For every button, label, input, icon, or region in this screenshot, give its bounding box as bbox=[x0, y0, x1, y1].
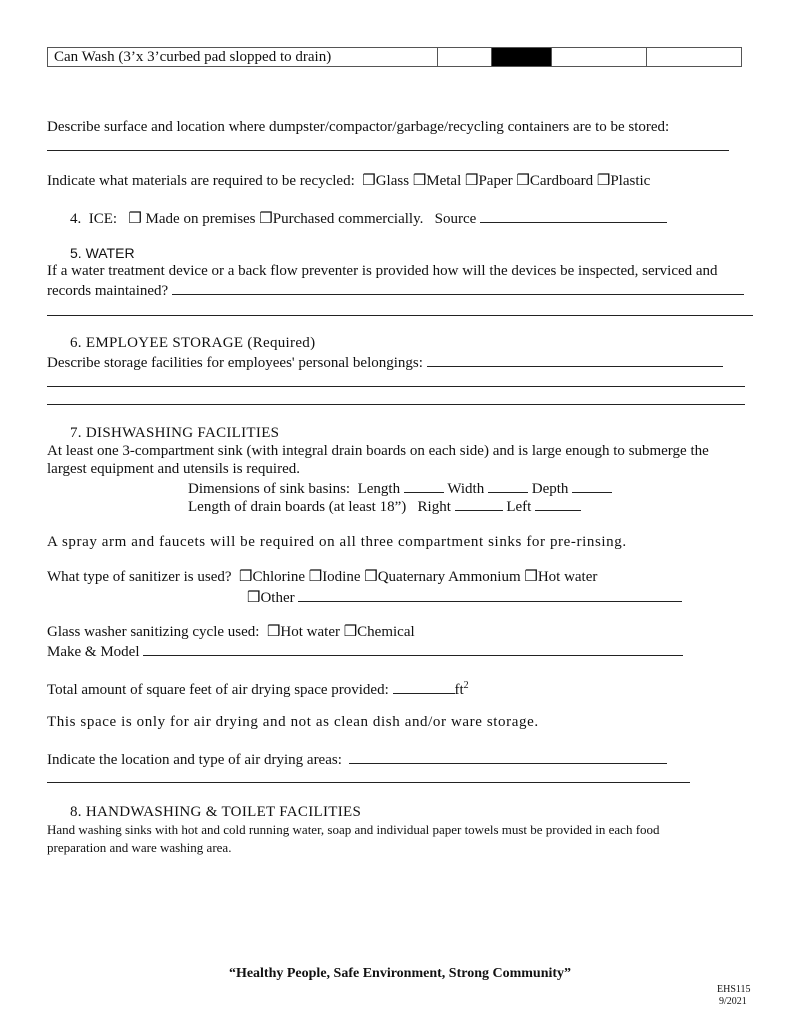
water-heading: 5. WATER bbox=[70, 245, 135, 261]
employee-answer-line[interactable] bbox=[47, 404, 745, 405]
checkbox-quaternary[interactable]: ❒Quaternary Ammonium bbox=[364, 569, 521, 585]
air-location-field[interactable] bbox=[349, 749, 667, 764]
checkbox-purchased[interactable]: ❒Purchased commercially. bbox=[259, 211, 424, 227]
sanitizer-question: What type of sanitizer is used? ❒Chlorine ❒Iodine ❒Quaternary Ammonium ❒Hot water bbox=[47, 569, 598, 585]
ice-section: 4. ICE: ❒ Made on premises ❒Purchased commercially. Source bbox=[70, 208, 667, 228]
form-code: EHS115 bbox=[717, 984, 751, 995]
checkbox-glass[interactable]: ❒Glass bbox=[362, 173, 410, 189]
cell[interactable] bbox=[647, 48, 742, 67]
glass-washer-question: Glass washer sanitizing cycle used: ❒Hot water ❒Chemical bbox=[47, 624, 415, 640]
checkbox-paper[interactable]: ❒Paper bbox=[465, 173, 513, 189]
dumpster-question: Describe surface and location where dumpster/compactor/garbage/recycling containers are to be stored: bbox=[47, 119, 670, 135]
checkbox-made-on-premises[interactable]: ❒ Made on premises bbox=[128, 211, 256, 227]
handwashing-text-2: preparation and ware washing area. bbox=[47, 840, 232, 855]
handwashing-text: Hand washing sinks with hot and cold running water, soap and individual paper towels must be provided in each food bbox=[47, 822, 660, 837]
dishwashing-heading: 7. DISHWASHING FACILITIES bbox=[70, 425, 280, 441]
checkbox-cardboard[interactable]: ❒Cardboard bbox=[516, 173, 594, 189]
recycle-question: Indicate what materials are required to be recycled: ❒Glass ❒Metal ❒Paper ❒Cardboard ❒Plastic bbox=[47, 173, 651, 189]
drain-boards: Length of drain boards (at least 18”) Right Left bbox=[188, 496, 581, 516]
water-text: If a water treatment device or a back flow preventer is provided how will the devices be inspected, serviced and bbox=[47, 263, 718, 279]
water-answer-line[interactable] bbox=[47, 315, 753, 316]
source-field[interactable] bbox=[480, 208, 667, 223]
checkbox-chlorine[interactable]: ❒Chlorine bbox=[239, 569, 305, 585]
air-drying-field[interactable] bbox=[393, 679, 455, 694]
employee-question: Describe storage facilities for employees' personal belongings: bbox=[47, 352, 723, 372]
dumpster-answer-line[interactable] bbox=[47, 150, 729, 151]
sink-dimensions: Dimensions of sink basins: Length Width Depth bbox=[188, 478, 612, 498]
air-drying-note: This space is only for air drying and not as clean dish and/or ware storage. bbox=[47, 714, 539, 730]
checkbox-glass-hot-water[interactable]: ❒Hot water bbox=[266, 624, 340, 640]
checkbox-plastic[interactable]: ❒Plastic bbox=[596, 173, 651, 189]
facility-table bbox=[47, 47, 742, 67]
make-model: Make & Model bbox=[47, 641, 683, 661]
checkbox-other[interactable]: ❒Other bbox=[247, 587, 682, 607]
width-field[interactable] bbox=[488, 478, 528, 493]
row-label: Can Wash (3’x 3’curbed pad slopped to drain) bbox=[48, 48, 438, 67]
left-field[interactable] bbox=[535, 496, 581, 511]
length-field[interactable] bbox=[404, 478, 444, 493]
employee-answer-line[interactable] bbox=[47, 386, 745, 387]
water-answer-field[interactable] bbox=[172, 280, 744, 295]
blocked-cell bbox=[492, 48, 552, 67]
water-text-2: records maintained? bbox=[47, 280, 744, 300]
right-field[interactable] bbox=[455, 496, 503, 511]
checkbox-iodine[interactable]: ❒Iodine bbox=[308, 569, 361, 585]
cell[interactable] bbox=[438, 48, 492, 67]
air-drying-question: Total amount of square feet of air drying space provided: $ft^2$ bbox=[47, 680, 469, 698]
air-location-question: Indicate the location and type of air drying areas: bbox=[47, 749, 667, 769]
depth-field[interactable] bbox=[572, 478, 612, 493]
cell[interactable] bbox=[552, 48, 647, 67]
handwashing-heading: 8. HANDWASHING & TOILET FACILITIES bbox=[70, 804, 362, 820]
footer-motto: “Healthy People, Safe Environment, Strong Community” bbox=[228, 966, 572, 981]
employee-heading: 6. EMPLOYEE STORAGE (Required) bbox=[70, 335, 316, 351]
dishwashing-text-2: largest equipment and utensils is required. bbox=[47, 461, 301, 477]
table-row bbox=[48, 48, 742, 67]
checkbox-metal[interactable]: ❒Metal bbox=[412, 173, 462, 189]
checkbox-hot-water[interactable]: ❒Hot water bbox=[524, 569, 598, 585]
air-location-line[interactable] bbox=[47, 782, 690, 783]
employee-answer-field[interactable] bbox=[427, 352, 723, 367]
form-date: 9/2021 bbox=[719, 996, 747, 1007]
spray-arm-note: A spray arm and faucets will be required on all three compartment sinks for pre-rinsing. bbox=[47, 534, 627, 550]
checkbox-chemical[interactable]: ❒Chemical bbox=[343, 624, 415, 640]
dishwashing-text: At least one 3-compartment sink (with integral drain boards on each side) and is large enough to submerge the bbox=[47, 443, 709, 459]
other-field[interactable] bbox=[298, 587, 682, 602]
make-model-field[interactable] bbox=[143, 641, 683, 656]
